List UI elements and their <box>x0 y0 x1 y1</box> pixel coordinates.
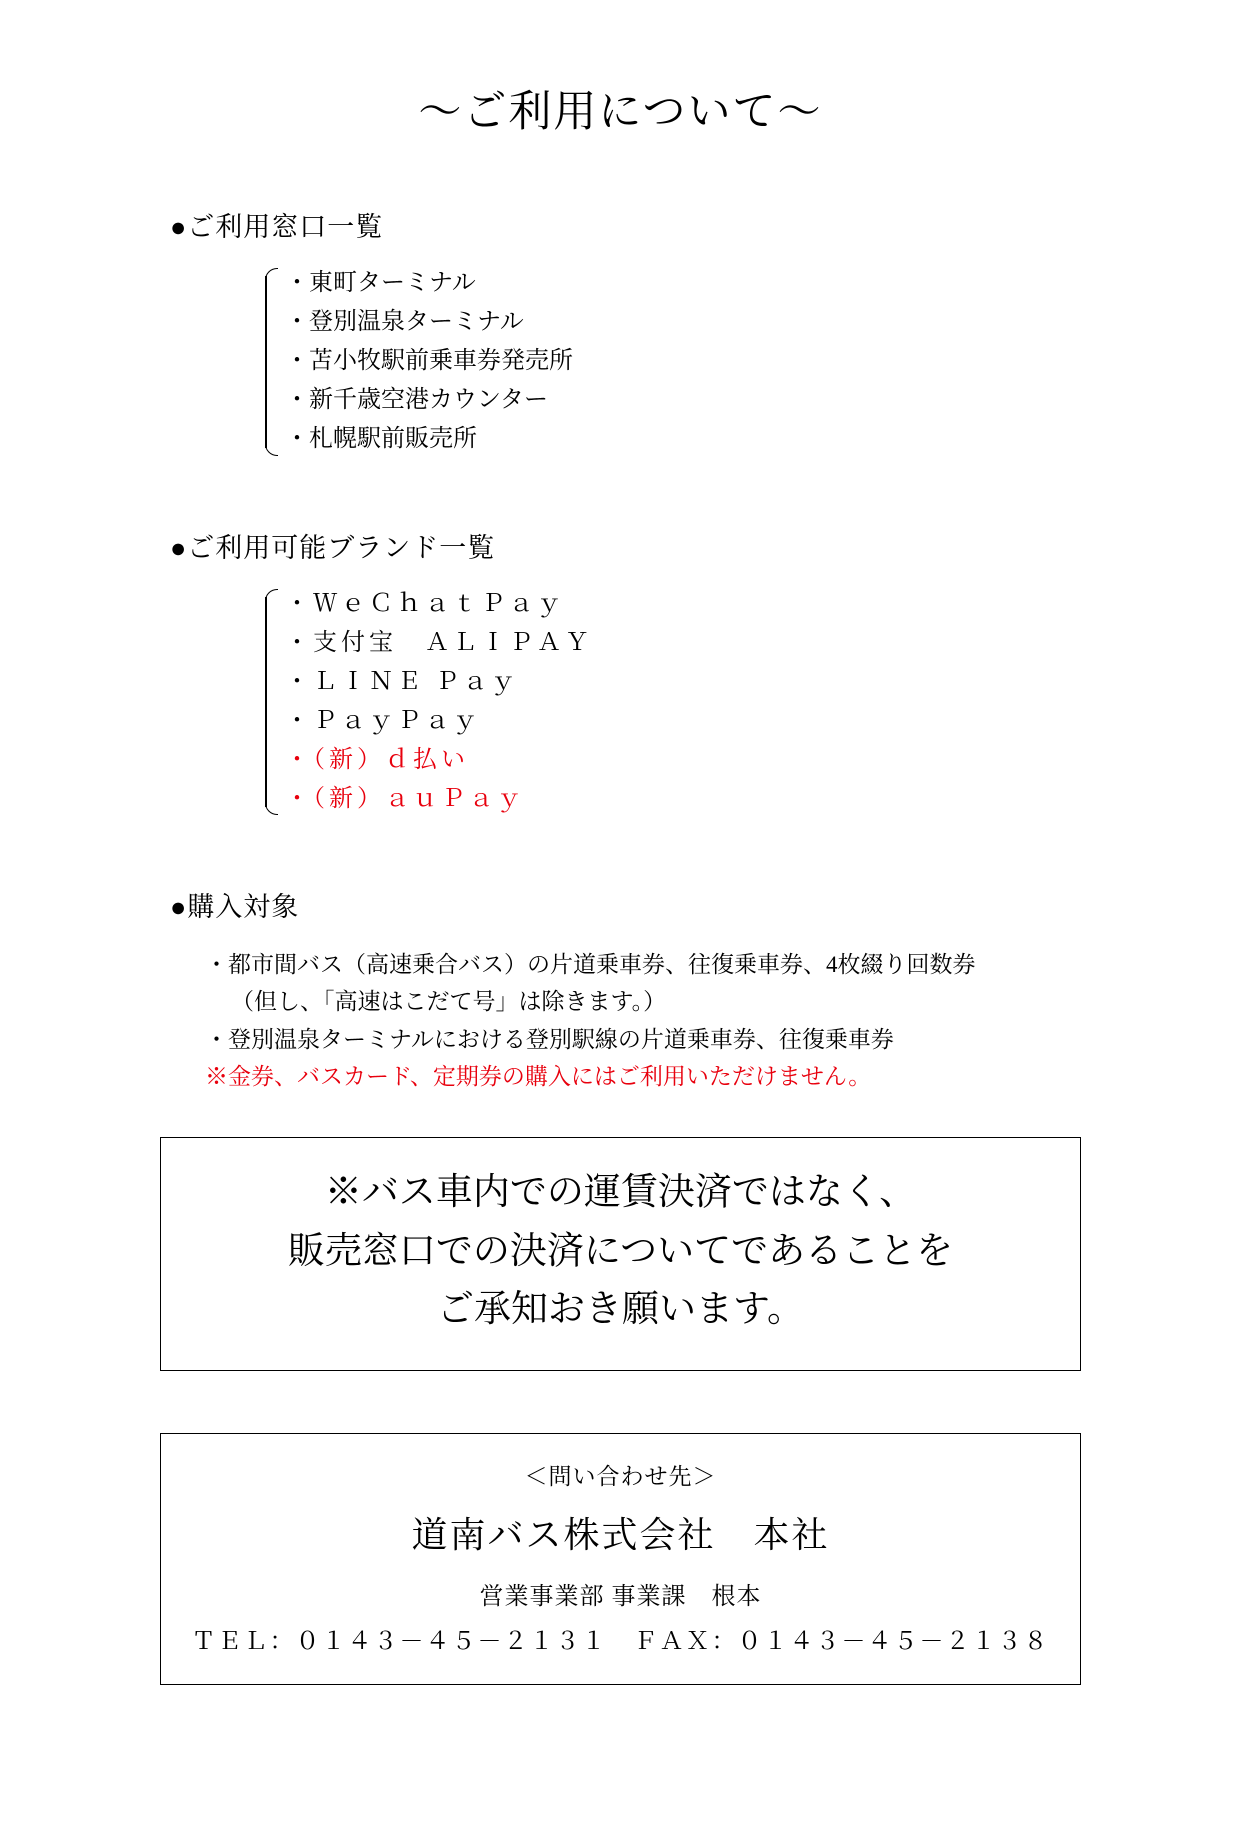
list-item: ・（新）ｄ払い <box>285 746 469 773</box>
brace-icon <box>255 585 277 820</box>
list-item: ・札幌駅前販売所 <box>285 426 477 453</box>
purchase-warning: ※金券、バスカード、定期券の購入にはご利用いただけません。 <box>205 1063 872 1089</box>
brands-list-block <box>255 585 1241 820</box>
contact-department: 営業事業部 事業課 根本 <box>479 1583 762 1610</box>
list-item: ・ＰａｙＰａｙ <box>285 707 481 734</box>
list-item: ・ＷｅＣｈａｔＰａｙ <box>285 590 565 617</box>
notice-line-3: ご承知おき願います。 <box>436 1289 805 1331</box>
list-item: ・ＬＩＮＥ Ｐａｙ <box>285 668 519 695</box>
counters-list-block <box>255 264 1241 460</box>
list-item: ・支付宝 ＡＬＩＰＡＹ <box>285 629 593 656</box>
list-item: ・登別温泉ターミナルにおける登別駅線の片道乗車券、往復乗車券 <box>205 1026 894 1052</box>
document-page <box>0 78 1241 1833</box>
contact-telephone: ＴＥＬ：０１４３－４５－２１３１ ＦＡＸ：０１４３－４５－２１３８ <box>191 1628 1050 1655</box>
notice-line-1: ※バス車内での運賃決済ではなく、 <box>324 1172 917 1214</box>
list-item: ・登別温泉ターミナル <box>285 309 524 336</box>
counters-list <box>277 264 573 460</box>
brace-icon <box>255 264 277 460</box>
list-item: ・東町ターミナル <box>285 270 476 296</box>
notice-line-2: 販売窓口での決済についてであることを <box>287 1230 954 1272</box>
contact-label: ＜問い合わせ先＞ <box>524 1463 717 1489</box>
contact-company: 道南バス株式会社 本社 <box>411 1514 830 1555</box>
notice-box <box>160 1137 1081 1370</box>
list-item-sub: （但し、「高速はこだて号」は除きます。） <box>231 989 667 1015</box>
section-heading-brands: ●ご利用可能ブランド一覧 <box>170 532 496 563</box>
contact-box <box>160 1433 1081 1685</box>
list-item: ・苫小牧駅前乗車券発売所 <box>285 348 573 375</box>
list-item: ・都市間バス（高速乗合バス）の片道乗車券、往復乗車券、4枚綴り回数券 <box>205 952 976 978</box>
list-item: ・（新）ａｕＰａｙ <box>285 786 525 813</box>
section-heading-purchase: ●購入対象 <box>170 892 300 923</box>
section-heading-counters: ●ご利用窓口一覧 <box>170 212 384 242</box>
purchase-list <box>205 946 1241 1095</box>
page-title: ～ご利用について～ <box>418 89 823 136</box>
brands-list <box>277 585 593 820</box>
list-item: ・新千歳空港カウンター <box>285 387 549 414</box>
